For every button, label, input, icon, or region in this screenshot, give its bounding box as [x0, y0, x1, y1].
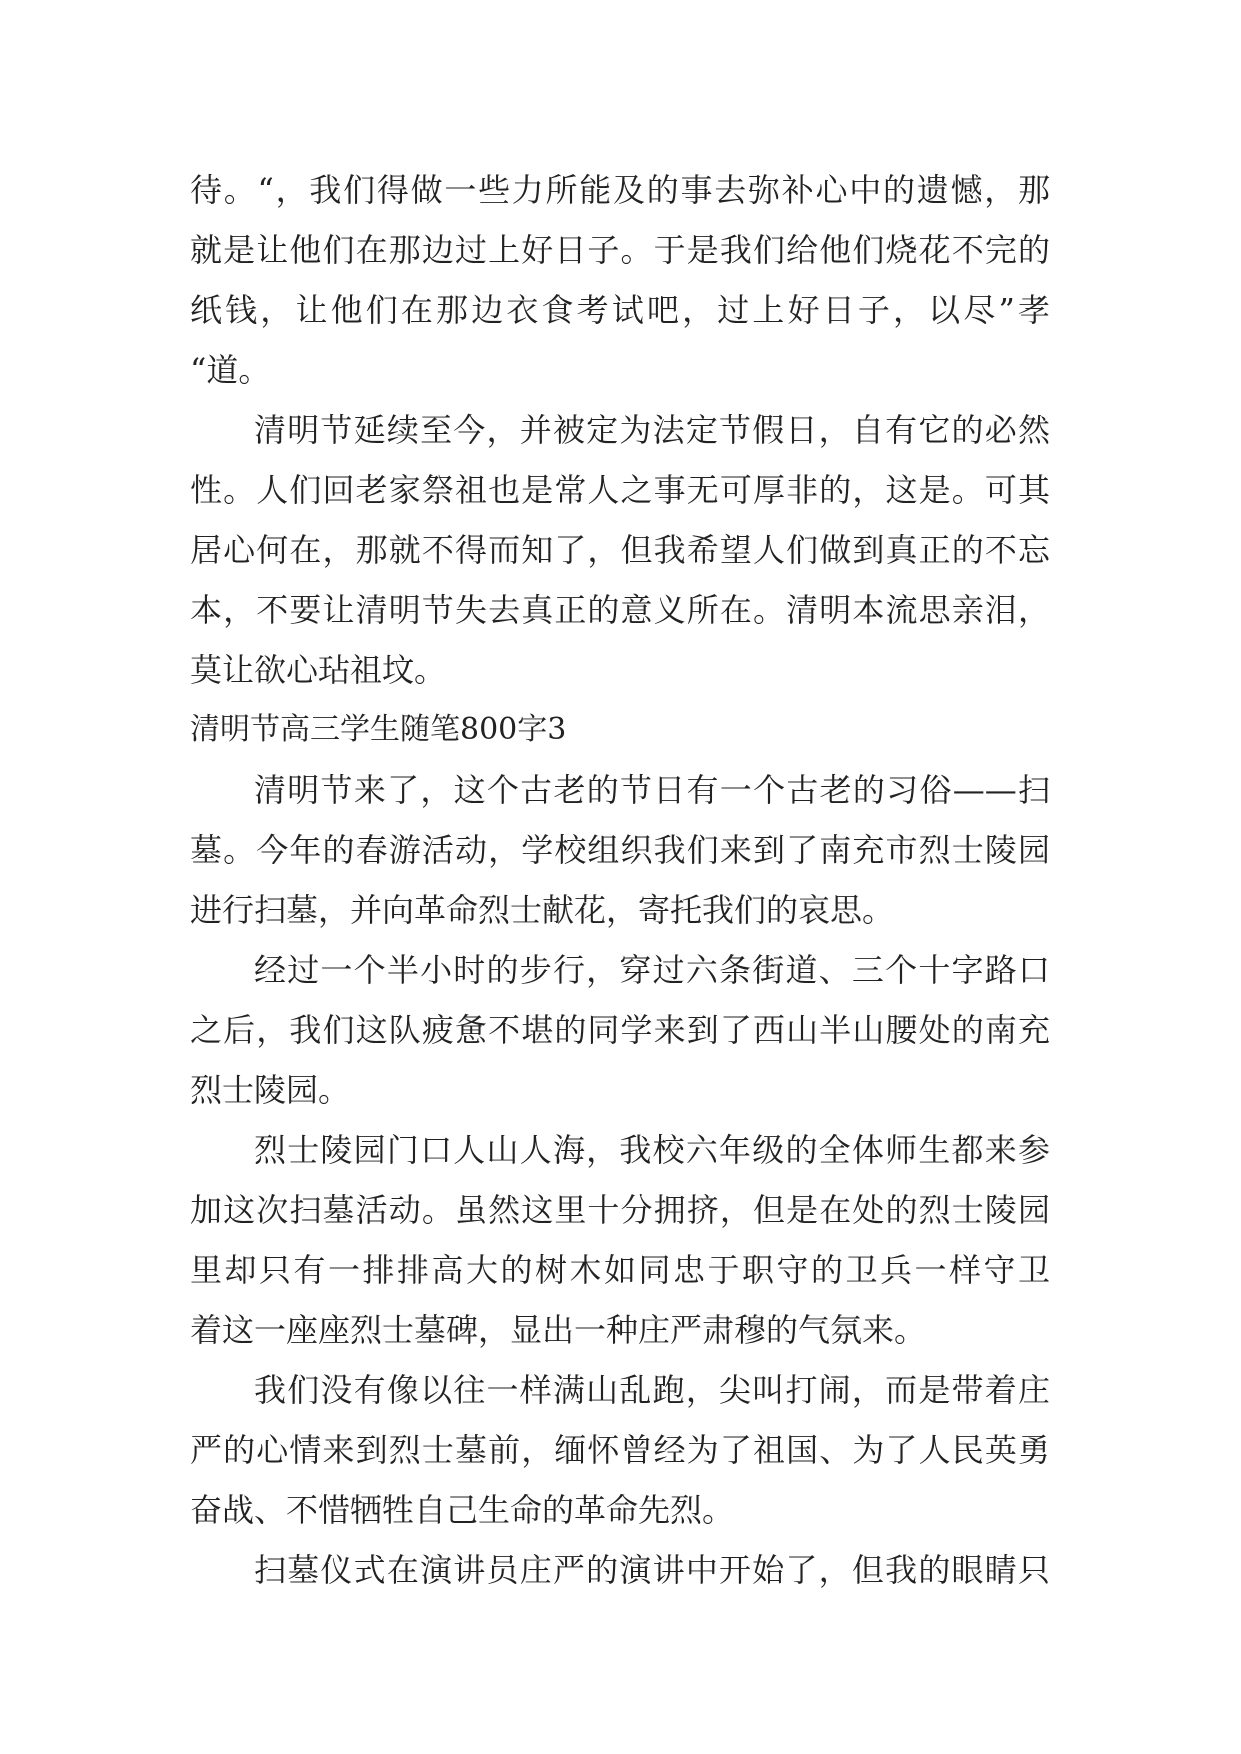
text-line: 进行扫墓，并向革命烈士献花，寄托我们的哀思。: [190, 891, 895, 929]
text-line: 加这次扫墓活动。虽然这里十分拥挤，但是在处的烈士陵园: [190, 1191, 1050, 1229]
paragraph-first-line: 烈士陵园门口人山人海，我校六年级的全体师生都来参: [254, 1131, 1050, 1169]
paragraph-first-line: 清明节延续至今，并被定为法定节假日，自有它的必然: [254, 411, 1050, 449]
text-line: 着这一座座烈士墓碑，显出一种庄严肃穆的气氛来。: [190, 1311, 927, 1349]
text-line: 性。人们回老家祭祖也是常人之事无可厚非的，这是。可其: [190, 471, 1050, 509]
text-line: 待。“，我们得做一些力所能及的事去弥补心中的遗憾，那: [190, 171, 1050, 209]
text-line: 本，不要让清明节失去真正的意义所在。清明本流思亲泪，: [190, 591, 1050, 629]
text-line: 居心何在，那就不得而知了，但我希望人们做到真正的不忘: [190, 531, 1050, 569]
paragraph-first-line: 清明节来了，这个古老的节日有一个古老的习俗——扫: [254, 771, 1050, 809]
text-line: 墓。今年的春游活动，学校组织我们来到了南充市烈士陵园: [190, 831, 1050, 869]
section-heading: 清明节高三学生随笔800字3: [190, 712, 567, 747]
text-line: 莫让欲心玷祖坟。: [190, 651, 447, 689]
text-line: 严的心情来到烈士墓前，缅怀曾经为了祖国、为了人民英勇: [190, 1431, 1050, 1469]
text-line: “道。: [190, 351, 271, 389]
paragraph-first-line: 我们没有像以往一样满山乱跑，尖叫打闹，而是带着庄: [254, 1371, 1050, 1409]
text-line: 里却只有一排排高大的树木如同忠于职守的卫兵一样守卫: [190, 1251, 1050, 1289]
text-line: 之后，我们这队疲惫不堪的同学来到了西山半山腰处的南充: [190, 1011, 1050, 1049]
text-line: 烈士陵园。: [190, 1071, 351, 1109]
text-line: 奋战、不惜牺牲自己生命的革命先烈。: [190, 1491, 735, 1529]
document-body: [190, 160, 1050, 1600]
text-line: 就是让他们在那边过上好日子。于是我们给他们烧花不完的: [190, 231, 1050, 269]
text-line: 纸钱，让他们在那边衣食考试吧，过上好日子，以尽”孝: [190, 291, 1050, 329]
paragraph-first-line: 经过一个半小时的步行，穿过六条街道、三个十字路口: [254, 951, 1050, 989]
paragraph-first-line: 扫墓仪式在演讲员庄严的演讲中开始了，但我的眼睛只: [254, 1551, 1050, 1589]
